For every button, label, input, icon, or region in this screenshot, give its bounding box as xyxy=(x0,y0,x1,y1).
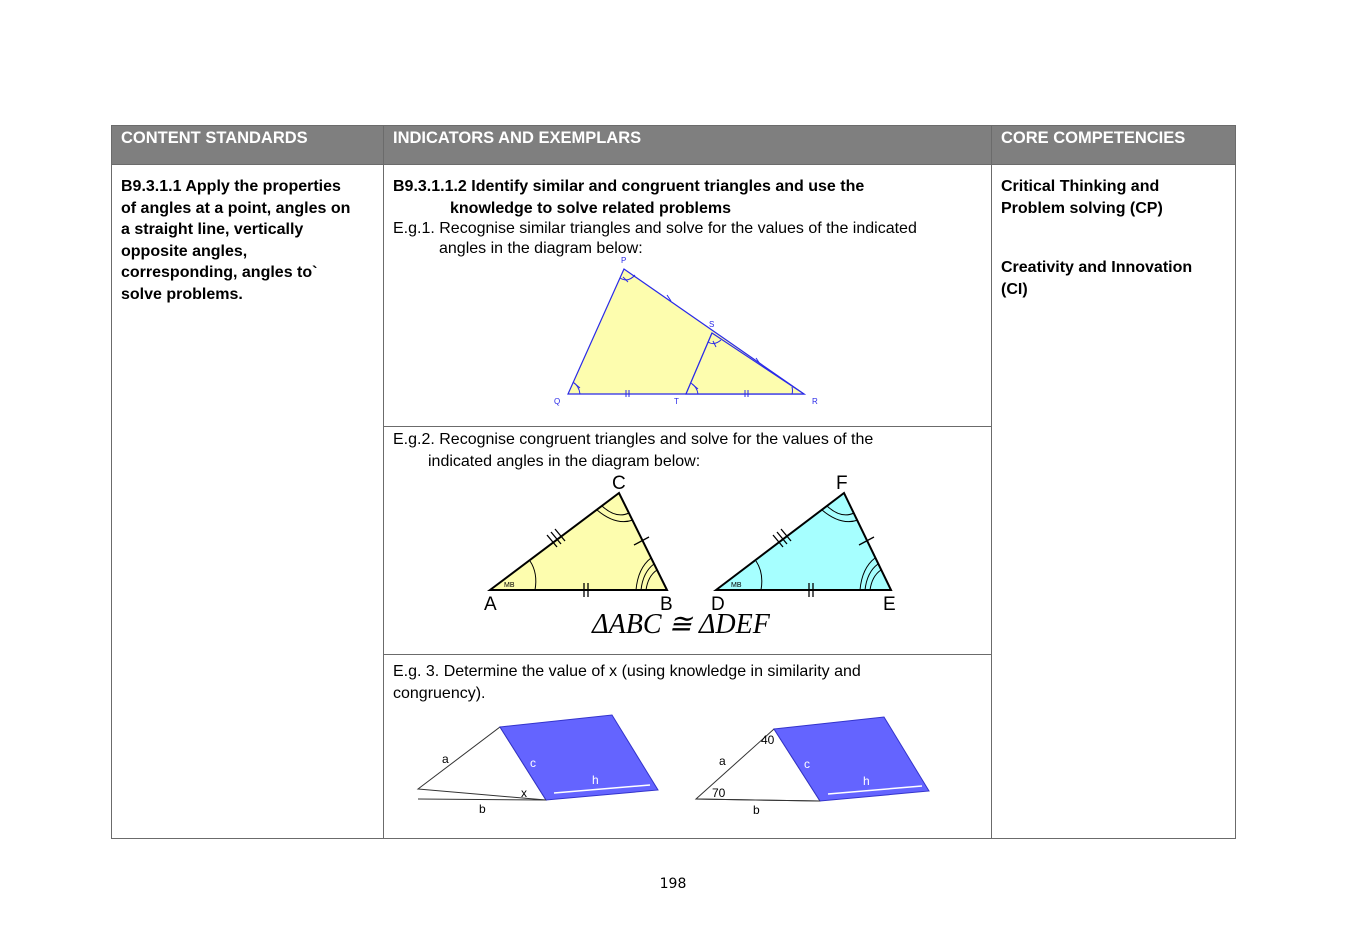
angle-arc-r xyxy=(792,387,793,394)
eg1-text: E.g.1. Recognise similar triangles and solve for the values of the indicated angles in the diagram below: xyxy=(393,220,917,257)
left-label-a: a xyxy=(442,752,449,766)
header-core-competencies: CORE COMPETENCIES xyxy=(992,126,1236,165)
label-p: P xyxy=(621,256,627,265)
right-label-70: 70 xyxy=(712,786,726,800)
label-b: B xyxy=(660,594,673,615)
header-indicators-exemplars: INDICATORS AND EXEMPLARS xyxy=(384,126,992,165)
similar-triangles-diagram xyxy=(384,255,990,415)
label-t: T xyxy=(674,397,679,406)
eg3-cell xyxy=(384,655,992,839)
row-eg1 xyxy=(112,165,1236,427)
header-content-standards: CONTENT STANDARDS xyxy=(112,126,384,165)
right-label-h: h xyxy=(863,774,870,788)
content-standard-cell xyxy=(112,165,384,839)
left-label-c: c xyxy=(530,756,536,770)
left-label-x: x xyxy=(521,786,527,800)
label-q: Q xyxy=(554,397,561,406)
competency-ci: Creativity and Innovation (CI) xyxy=(1001,259,1193,298)
congruent-triangles-diagram xyxy=(384,473,990,653)
left-label-h: h xyxy=(592,773,599,787)
eg2-text: E.g.2. Recognise congruent triangles and solve for the values of the indicated angles in the diagram below: xyxy=(393,431,874,470)
content-standard-text: B9.3.1.1 Apply the properties of angles at a point, angles on a straight line, vertically opposite angles, corresponding, angles to` solve problems. xyxy=(121,178,351,303)
indicator-title: B9.3.1.1.2 Identify similar and congruent triangles and use the knowledge to solve related problems xyxy=(393,178,865,217)
right-label-b: b xyxy=(753,803,760,817)
label-c: C xyxy=(612,473,626,494)
curriculum-table xyxy=(111,125,1236,839)
label-f: F xyxy=(836,473,848,494)
right-label-a: a xyxy=(719,754,726,768)
right-label-40: 40 xyxy=(761,733,775,747)
eg1-cell xyxy=(384,165,992,427)
core-competencies-cell xyxy=(992,165,1236,839)
left-label-b: b xyxy=(479,802,486,816)
label-e: E xyxy=(883,594,896,615)
page-number: 198 xyxy=(659,876,687,892)
label-mb-def: MB xyxy=(731,582,742,589)
label-r: R xyxy=(812,397,818,406)
label-d: D xyxy=(711,594,725,615)
competency-cp: Critical Thinking and Problem solving (CP) xyxy=(1001,178,1163,217)
label-s: S xyxy=(709,320,715,329)
label-mb-abc: MB xyxy=(504,582,515,589)
determine-x-diagram xyxy=(384,713,990,837)
congruence-formula: ΔABC ≅ ΔDEF xyxy=(592,609,770,640)
label-a: A xyxy=(484,594,497,615)
header-row xyxy=(112,126,1236,165)
competencies-list xyxy=(992,165,1235,300)
right-label-c: c xyxy=(804,757,810,771)
eg3-text: E.g. 3. Determine the value of x (using knowledge in similarity and congruency). xyxy=(393,663,861,702)
eg2-cell xyxy=(384,427,992,655)
